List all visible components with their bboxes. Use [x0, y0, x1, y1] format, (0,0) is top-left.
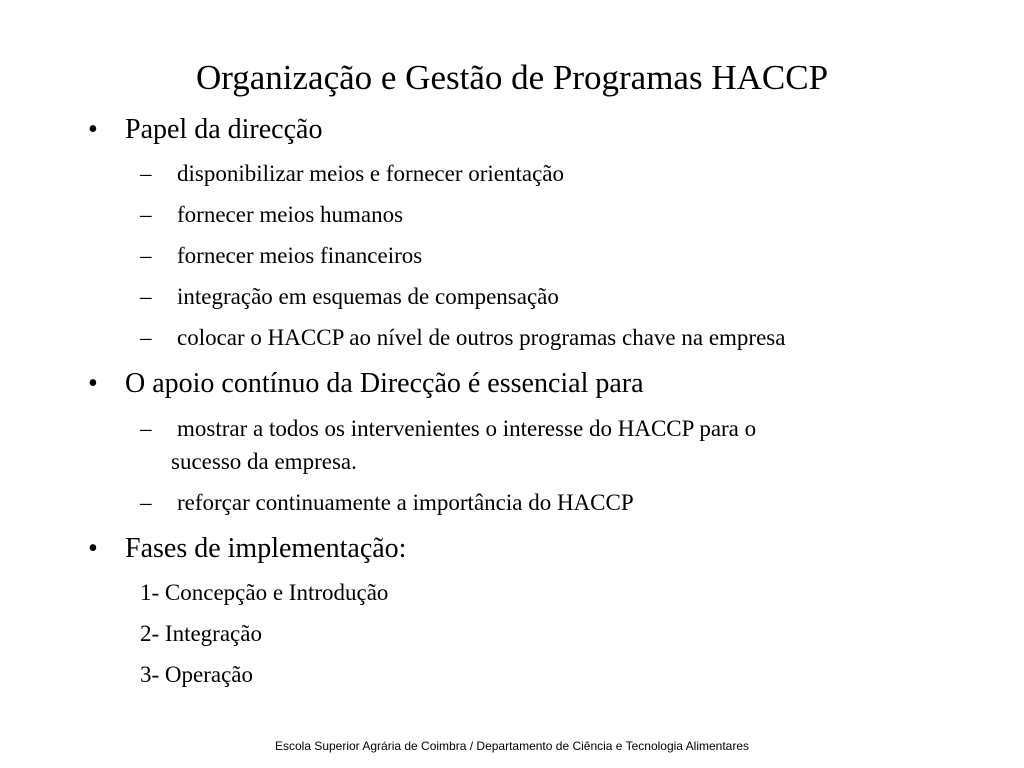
- sub-item-text: reforçar continuamente a importância do HACCP: [177, 490, 634, 515]
- sub-item-text: colocar o HACCP ao nível de outros programas chave na empresa: [177, 325, 786, 350]
- sub-item-text: fornecer meios humanos: [177, 202, 404, 227]
- dash-icon: –: [140, 325, 152, 350]
- phase-item: 3- Operação: [140, 662, 254, 687]
- dash-icon: –: [140, 161, 152, 186]
- sub-item-text-continuation: sucesso da empresa.: [171, 449, 357, 474]
- sub-item-text: disponibilizar meios e fornecer orientação: [177, 161, 565, 186]
- dash-icon: –: [140, 202, 152, 227]
- phase-item: 1- Concepção e Introdução: [140, 580, 389, 605]
- dash-icon: –: [140, 243, 152, 268]
- bullet-text: O apoio contínuo da Direcção é essencial para: [125, 368, 644, 399]
- sub-item-text: integração em esquemas de compensação: [177, 284, 559, 309]
- bullet-text: Fases de implementação:: [125, 533, 407, 564]
- dash-icon: –: [140, 490, 152, 515]
- bullet-icon: •: [88, 533, 98, 564]
- slide-footer: Escola Superior Agrária de Coimbra / Departamento de Ciência e Tecnologia Alimentares: [274, 739, 750, 753]
- slide-title: Organização e Gestão de Programas HACCP: [195, 58, 829, 97]
- bullet-icon: •: [88, 368, 98, 399]
- phase-item: 2- Integração: [140, 621, 262, 646]
- dash-icon: –: [140, 416, 152, 441]
- dash-icon: –: [140, 284, 152, 309]
- bullet-icon: •: [88, 114, 98, 145]
- bullet-text: Papel da direcção: [125, 114, 323, 145]
- sub-item-text: fornecer meios financeiros: [177, 243, 423, 268]
- sub-item-text: mostrar a todos os intervenientes o interesse do HACCP para o: [177, 416, 757, 441]
